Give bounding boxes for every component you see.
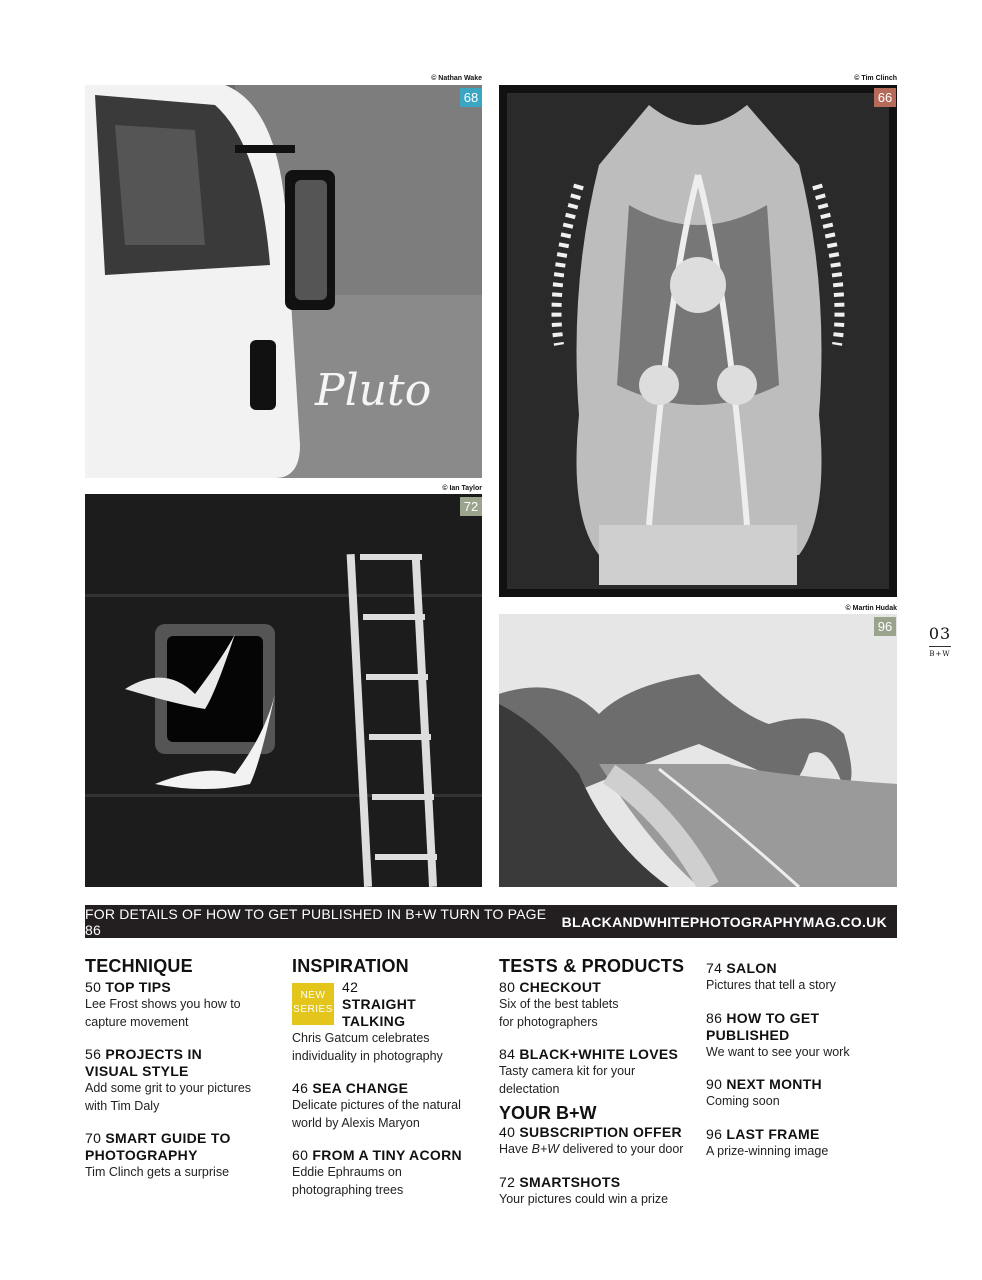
item-page: 50 [85, 979, 102, 995]
item-title: NEXT MONTH [726, 1076, 822, 1092]
badge-line: NEW [300, 990, 326, 1001]
item-title: PROJECTS IN VISUAL STYLE [85, 1046, 203, 1079]
website-link[interactable]: BLACKANDWHITEPHOTOGRAPHYMAG.CO.UK [561, 913, 887, 930]
page-badge: 66 [874, 88, 896, 107]
item-page: 96 [706, 1125, 723, 1142]
desc-text: delivered to your door [559, 1142, 684, 1156]
item-title: TOP TIPS [105, 979, 172, 995]
item-desc: Lee Frost shows you how to capture movement [85, 997, 241, 1029]
contents-column-more [706, 960, 906, 1175]
item-title: LAST FRAME [726, 1125, 820, 1142]
item-title: SALON [726, 960, 777, 976]
item-desc: Add some grit to your pictures with Tim Daly [85, 1081, 252, 1113]
item-desc: Eddie Ephraums on photographing trees [292, 1165, 404, 1197]
item-desc: Six of the best tablets for photographers [499, 997, 619, 1029]
contents-item[interactable] [706, 1076, 906, 1111]
item-desc: Tasty camera kit for your delectation [499, 1064, 636, 1096]
contents-item[interactable] [499, 1174, 699, 1209]
item-page: 84 [499, 1046, 516, 1062]
desc-text: Have [499, 1142, 532, 1156]
photo-credit: © Martin Hudak [845, 605, 897, 612]
item-page: 42 [342, 979, 359, 995]
section-heading: TESTS & PRODUCTS [499, 956, 685, 976]
contents-item[interactable] [499, 1124, 699, 1159]
contents-item[interactable] [706, 1010, 906, 1062]
photo-credit: © Nathan Wake [431, 75, 482, 82]
item-page: 86 [706, 1009, 723, 1026]
contents-column-inspiration [292, 955, 492, 1214]
item-page: 72 [499, 1173, 516, 1190]
contents-column-technique [85, 955, 285, 1197]
contents-item[interactable] [292, 1147, 492, 1199]
item-title: HOW TO GET PUBLISHED [706, 1009, 820, 1043]
photo-van-mirror [85, 85, 482, 478]
item-title: CHECKOUT [519, 979, 602, 995]
item-page: 60 [292, 1147, 309, 1163]
item-page: 56 [85, 1046, 102, 1062]
item-page: 74 [706, 960, 723, 976]
item-page: 90 [706, 1076, 723, 1092]
item-title: SUBSCRIPTION OFFER [519, 1124, 682, 1140]
item-desc: Tim Clinch gets a surprise [85, 1165, 230, 1179]
item-desc: Pictures that tell a story [706, 978, 836, 992]
page-badge: 68 [460, 88, 482, 107]
photo-credit: © Tim Clinch [854, 75, 897, 82]
section-heading: TECHNIQUE [85, 956, 193, 976]
contents-item[interactable] [292, 1080, 492, 1132]
contents-item[interactable] [85, 979, 285, 1031]
item-desc: Delicate pictures of the natural world by Alexis Maryon [292, 1098, 461, 1130]
item-page: 70 [85, 1130, 102, 1146]
item-desc: Your pictures could win a prize [499, 1191, 669, 1206]
item-desc: Chris Gatcum celebrates individuality in photography [292, 1031, 443, 1063]
photo-matador-jacket [499, 85, 897, 597]
item-desc: We want to see your work [706, 1044, 850, 1059]
item-title: FROM A TINY ACORN [312, 1147, 462, 1163]
item-desc: Coming soon [706, 1094, 780, 1108]
contents-column-tests [499, 955, 699, 1223]
svg-text:Pluto: Pluto [315, 365, 432, 416]
contents-item[interactable] [706, 960, 906, 995]
contents-item[interactable] [292, 979, 492, 1065]
item-title: STRAIGHT TALKING [342, 996, 416, 1029]
item-title: SMARTSHOTS [519, 1173, 621, 1190]
photo-coastal-arch [499, 614, 897, 887]
contents-item[interactable] [706, 1126, 906, 1161]
contents-item[interactable] [499, 979, 699, 1031]
contents-item[interactable] [499, 1046, 699, 1098]
item-title: BLACK+WHITE LOVES [519, 1046, 679, 1062]
section-subheading: YOUR B+W [499, 1103, 597, 1123]
folio [927, 624, 953, 658]
badge-line: SERIES [293, 1004, 333, 1015]
new-series-badge [292, 983, 334, 1025]
page-badge: 72 [460, 497, 482, 516]
banner-text: FOR DETAILS OF HOW TO GET PUBLISHED IN B+W TURN TO PAGE 86 [85, 905, 547, 938]
contents-item[interactable] [85, 1046, 285, 1115]
desc-mag-name: B+W [531, 1142, 560, 1156]
section-heading: INSPIRATION [292, 956, 409, 976]
item-desc [499, 1141, 699, 1159]
contents-item[interactable] [85, 1130, 285, 1182]
page-number: 03 [928, 624, 952, 643]
item-desc: A prize-winning image [706, 1143, 829, 1158]
item-title: SEA CHANGE [312, 1080, 409, 1096]
photo-credit: © Ian Taylor [442, 485, 482, 492]
item-title: SMART GUIDE TO PHOTOGRAPHY [85, 1130, 231, 1163]
page-badge: 96 [874, 617, 896, 636]
item-page: 40 [499, 1124, 516, 1140]
folio-mag: B+W [929, 650, 951, 658]
item-page: 80 [499, 979, 516, 995]
photo-doves-ladder [85, 494, 482, 887]
folio-rule [929, 646, 951, 647]
item-page: 46 [292, 1080, 309, 1096]
publish-banner [85, 905, 897, 938]
